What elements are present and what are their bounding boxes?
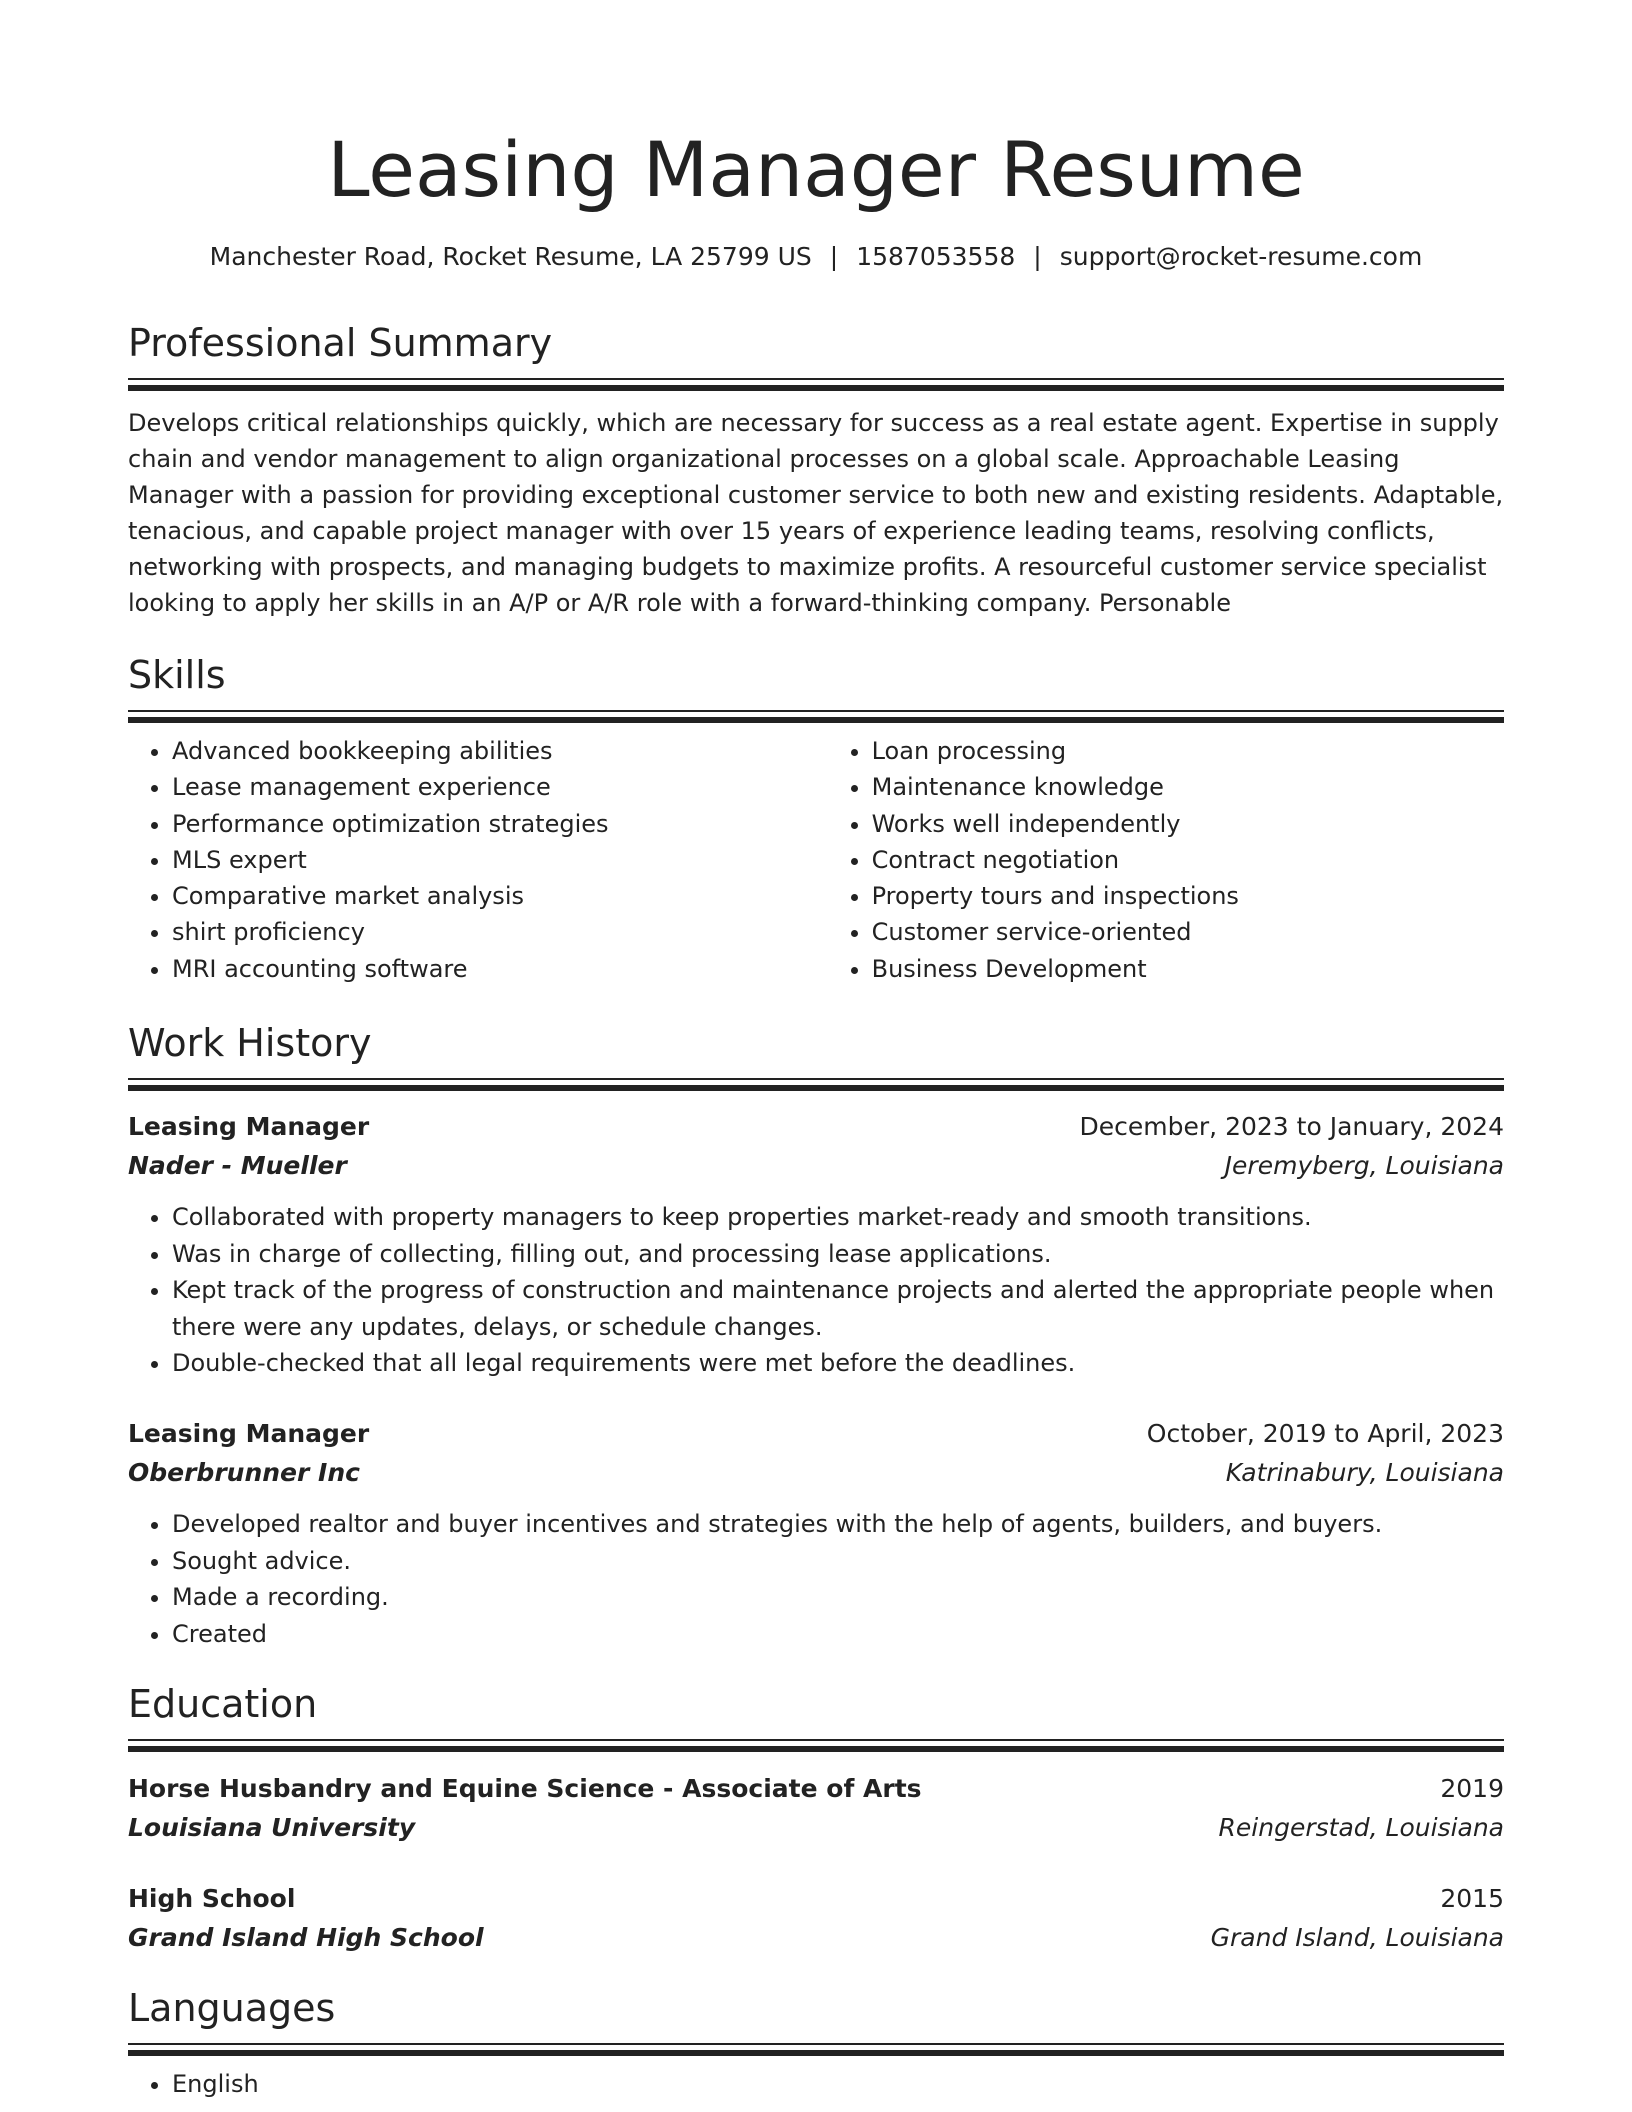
contact-separator: | — [1033, 242, 1042, 271]
section-heading: Skills — [128, 653, 226, 697]
education-entry — [128, 1769, 1504, 1847]
job-bullets — [128, 1199, 1504, 1382]
skills-grid — [128, 733, 1504, 987]
education-year: 2019 — [1440, 1774, 1504, 1803]
skill-item: • Performance optimization strategies — [172, 806, 828, 842]
job-bullet: • Developed realtor and buyer incentives and strategies with the help of agents, builders, and buyers. — [172, 1506, 1504, 1543]
education-header — [128, 1879, 1504, 1918]
job-bullets — [128, 1506, 1504, 1652]
contact-phone: 1587053558 — [856, 242, 1016, 271]
job-title: Leasing Manager — [128, 1112, 370, 1141]
education-school: Louisiana University — [128, 1813, 416, 1842]
section-divider — [128, 2043, 1504, 2056]
education-degree: High School — [128, 1884, 296, 1913]
contact-separator: | — [829, 242, 839, 271]
skill-item: • shirt proficiency — [172, 914, 828, 950]
skill-item: • Advanced bookkeeping abilities — [172, 733, 828, 769]
skill-item: • Works well independently — [872, 806, 1504, 842]
language-item: • English — [172, 2066, 1504, 2103]
job-header — [128, 1414, 1504, 1453]
job-location: Katrinabury, Louisiana — [1225, 1458, 1504, 1487]
summary-text: Develops critical relationships quickly, which are necessary for success as a real estate agent. Expertise in supply chain and vendor management to align organizational processes on a global scale. Approachable Leasing Manager with a passion for providing exceptional customer service to both new and existing residents. Adaptable, tenacious, and capable project manager with over 15 years of experience leading teams, resolving conflicts, networking with prospects, and managing budgets to maximize profits. A resourceful customer service specialist looking to apply her skills in an A/P or A/R role with a forward-thinking company. Personable — [128, 409, 1504, 617]
contact-line — [128, 240, 1504, 274]
summary-section — [128, 318, 1504, 621]
education-section — [128, 1679, 1504, 1752]
job-header — [128, 1107, 1504, 1146]
skills-section — [128, 650, 1504, 987]
job-subheader — [128, 1146, 1504, 1185]
job-dates: December, 2023 to January, 2024 — [1079, 1112, 1504, 1141]
work-history-section — [128, 1018, 1504, 1091]
education-degree: Horse Husbandry and Equine Science - Associate of Arts — [128, 1774, 922, 1803]
job-bullet: • Double-checked that all legal requirements were met before the deadlines. — [172, 1345, 1504, 1382]
section-divider — [128, 378, 1504, 391]
section-divider — [128, 1739, 1504, 1752]
job-bullet: • Made a recording. — [172, 1579, 1504, 1616]
job-location: Jeremyberg, Louisiana — [1224, 1151, 1504, 1180]
job-bullet: • Kept track of the progress of construction and maintenance projects and alerted the appropriate people when there were any updates, delays, or schedule changes. — [172, 1272, 1504, 1345]
education-header — [128, 1769, 1504, 1808]
languages-section — [128, 1983, 1504, 2103]
languages-list — [128, 2066, 1504, 2103]
job-bullet: • Was in charge of collecting, filling out, and processing lease applications. — [172, 1236, 1504, 1273]
contact-email: support@rocket-resume.com — [1059, 242, 1423, 271]
skill-item: • Loan processing — [872, 733, 1504, 769]
skill-item: • Business Development — [872, 951, 1504, 987]
skill-item: • Contract negotiation — [872, 842, 1504, 878]
page-title: Leasing Manager Resume — [327, 125, 1305, 214]
education-school: Grand Island High School — [128, 1923, 484, 1952]
job-bullet: • Created — [172, 1616, 1504, 1653]
section-heading: Languages — [128, 1986, 336, 2030]
job-bullet: • Collaborated with property managers to keep properties market-ready and smooth transitions. — [172, 1199, 1504, 1236]
education-year: 2015 — [1440, 1884, 1504, 1913]
job-entry — [128, 1107, 1504, 1382]
job-dates: October, 2019 to April, 2023 — [1146, 1419, 1504, 1448]
skill-item: • Customer service-oriented — [872, 914, 1504, 950]
section-heading: Education — [128, 1682, 318, 1726]
education-entry — [128, 1879, 1504, 1957]
job-subheader — [128, 1453, 1504, 1492]
job-company: Nader - Mueller — [128, 1151, 347, 1180]
education-location: Reingerstad, Louisiana — [1218, 1813, 1504, 1842]
section-heading: Professional Summary — [128, 321, 553, 365]
skill-item: • MLS expert — [172, 842, 828, 878]
skill-item: • Comparative market analysis — [172, 878, 828, 914]
skill-item: • Property tours and inspections — [872, 878, 1504, 914]
education-location: Grand Island, Louisiana — [1210, 1923, 1504, 1952]
skill-item: • Lease management experience — [172, 769, 828, 805]
contact-address: Manchester Road, Rocket Resume, LA 25799 US — [209, 242, 812, 271]
skills-list-left — [128, 733, 828, 987]
job-title: Leasing Manager — [128, 1419, 370, 1448]
skill-item: • Maintenance knowledge — [872, 769, 1504, 805]
job-bullet: • Sought advice. — [172, 1543, 1504, 1580]
section-divider — [128, 710, 1504, 723]
job-company: Oberbrunner Inc — [128, 1458, 360, 1487]
skills-list-right — [828, 733, 1504, 987]
section-divider — [128, 1078, 1504, 1091]
education-subheader — [128, 1918, 1504, 1957]
skill-item: • MRI accounting software — [172, 951, 828, 987]
job-entry — [128, 1414, 1504, 1652]
section-heading: Work History — [128, 1021, 372, 1065]
education-subheader — [128, 1808, 1504, 1847]
